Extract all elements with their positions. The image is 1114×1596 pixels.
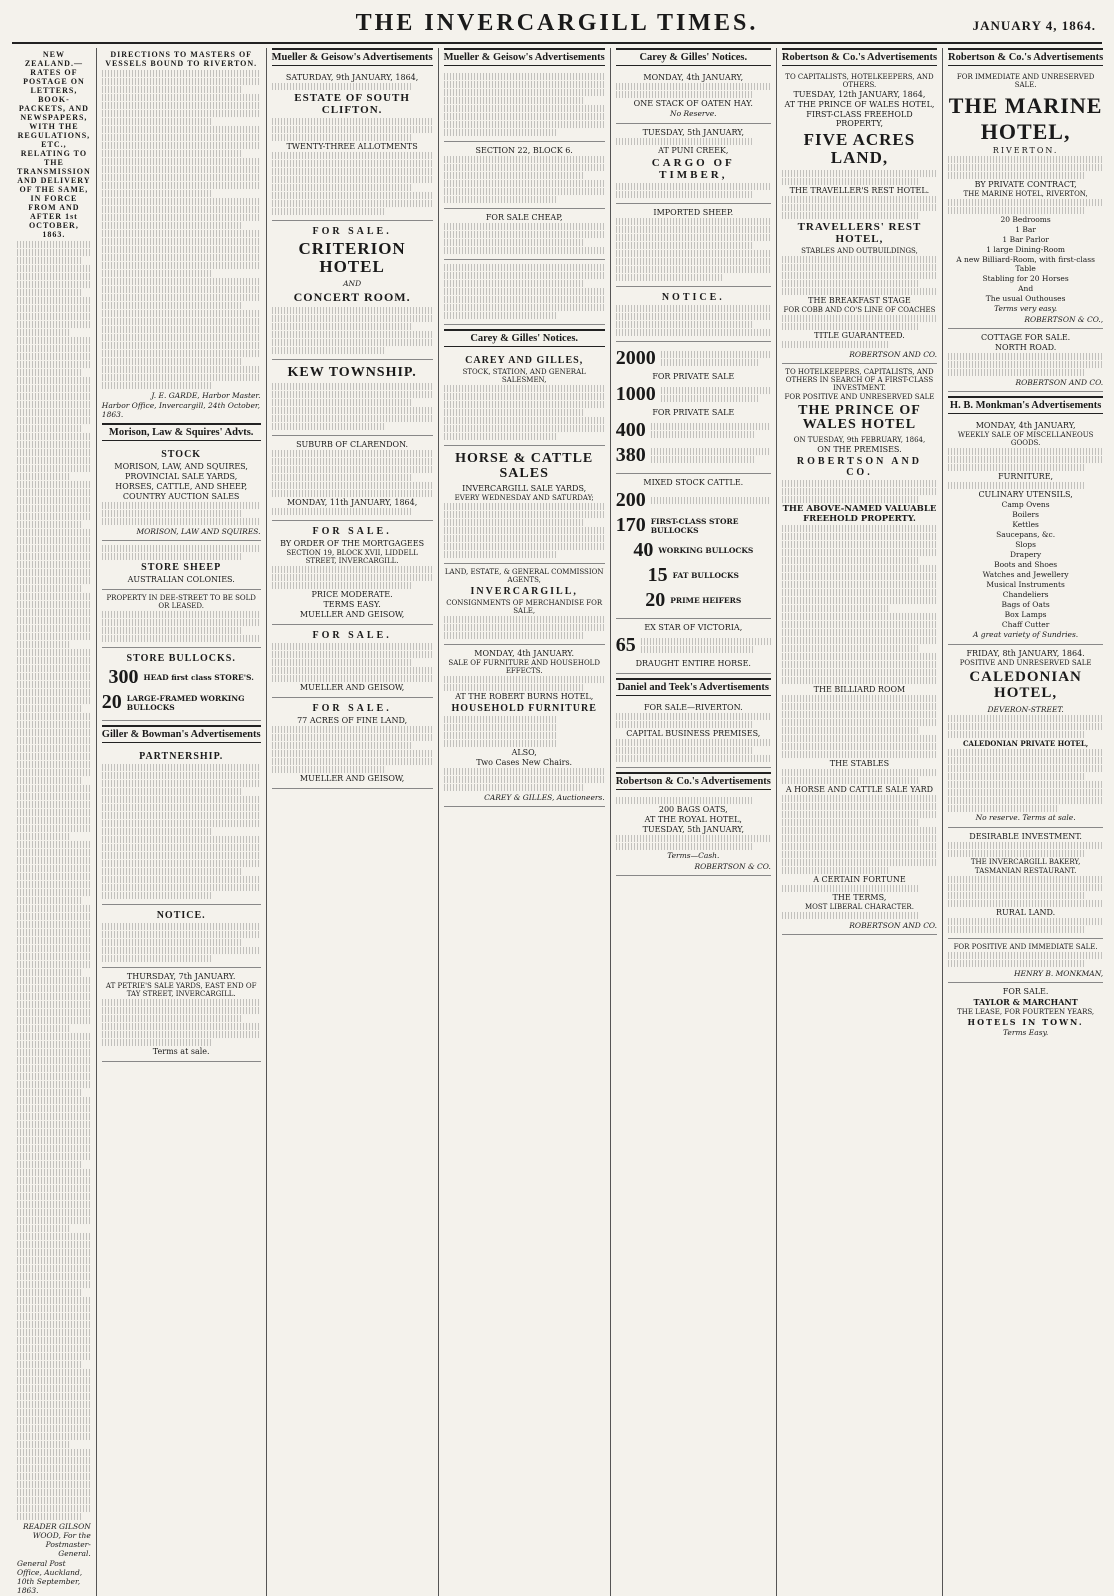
cg-stock-ad (444, 350, 605, 446)
goods-item: Chaff Cutter (1001, 620, 1050, 629)
furniture-date: MONDAY, 4th JANUARY. (474, 649, 575, 659)
positive-immediate: FOR POSITIVE AND IMMEDIATE SALE. (953, 942, 1098, 951)
marine-item: A new Billiard-Room, with first-class Table (956, 255, 1095, 273)
australian-colonies: AUSTRALIAN COLONIES. (127, 575, 235, 584)
cg-signature-4: CAREY & GILLES, Auctioneers. (484, 793, 605, 803)
robert-burns: AT THE ROBERT BURNS HOTEL, (455, 692, 594, 702)
star-victoria: EX STAR OF VICTORIA, (644, 623, 743, 632)
section-robertson-1: Robertson & Co.'s Advertisements (616, 772, 771, 790)
msl-name: MORISON, LAW, AND SQUIRES, (114, 462, 248, 471)
acres-ad (272, 698, 433, 789)
bakery: THE INVERCARGILL BAKERY, (970, 857, 1081, 866)
clarendon-date: MONDAY, 11th JANUARY, 1864, (286, 498, 418, 508)
travellers-rest-hotel: THE TRAVELLER'S REST HOTEL. (789, 185, 930, 195)
freehold-property: THE ABOVE-NAMED VALUABLE FREEHOLD PROPERTY. (782, 504, 937, 525)
bullocks-20-text: LARGE-FRAMED WORKING BULLOCKS (126, 693, 245, 712)
marine-hotel-title: THE MARINE HOTEL, (948, 93, 1103, 144)
new-chairs: Two Cases New Chairs. (476, 758, 573, 768)
criterion-forsale: FOR SALE. (312, 226, 392, 237)
stables-2: THE STABLES (829, 759, 890, 769)
allotments: TWENTY-THREE ALLOTMENTS (286, 142, 418, 151)
terms-easy: TERMS EASY. (323, 600, 381, 610)
num-400: 400 (615, 419, 646, 441)
the-terms: THE TERMS, (832, 893, 887, 903)
price-moderate: PRICE MODERATE. (311, 590, 393, 600)
marine-item: 1 large Dining-Room (986, 245, 1066, 254)
goods-item: Boots and Shoes (994, 560, 1058, 569)
riverton-word: RIVERTON. (992, 146, 1059, 155)
goods-item: Box Lamps (1004, 610, 1047, 619)
c4-cheap-title: FOR SALE CHEAP, (485, 213, 563, 222)
positive-unreserved: FOR POSITIVE AND UNRESERVED SALE (784, 392, 935, 401)
oaten-stack: ONE STACK OF OATEN HAY. (633, 99, 753, 108)
num-2000: 2000 (615, 347, 656, 369)
weekly-sale: WEEKLY SALE OF MISCELLANEOUS GOODS. (957, 431, 1094, 447)
bags-oats: 200 BAGS OATS, (658, 805, 728, 814)
marine-item: 1 Bar Parlor (1002, 235, 1049, 244)
private-sale-2: FOR PRIVATE SALE (652, 408, 735, 417)
goods-item: Chandeliers (1002, 590, 1049, 599)
stables-outbuildings: STABLES AND OUTBUILDINGS, (801, 246, 918, 255)
thursday-date: THURSDAY, 7th JANUARY. (126, 972, 236, 981)
puni-creek: AT PUNI CREEK, (658, 146, 729, 155)
forsale-4: FOR SALE. (312, 703, 392, 715)
goods-item: Bags of Oats (1001, 600, 1050, 609)
marine-item: Stabling for 20 Horses (982, 274, 1069, 283)
royal-hotel: AT THE ROYAL HOTEL, (644, 815, 742, 824)
cg-name: CAREY AND GILLES, (465, 355, 584, 366)
stock-ad (102, 444, 261, 541)
timber-date: TUESDAY, 5th JANUARY, (642, 128, 745, 137)
also: ALSO, (511, 748, 537, 758)
robertson-sign-6b: ROBERTSON AND CO. (849, 921, 938, 931)
clifton-title: ESTATE OF SOUTH CLIFTON. (294, 92, 410, 116)
hotelkeepers: TO HOTELKEEPERS, CAPITALISTS, AND OTHERS IN SEARCH OF A FIRST-CLASS INVESTMENT. (785, 367, 934, 392)
north-road: NORTH ROAD. (994, 343, 1057, 352)
pow-ad (782, 364, 937, 935)
harbor-date: Harbor Office, Invercargill, 24th October, 1863. (101, 401, 261, 419)
horse-cattle-ad (444, 446, 605, 564)
saturday-date: SATURDAY, 9th JANUARY, 1864, (285, 73, 419, 82)
num-20: 20 (645, 589, 666, 611)
section-carey-gilles-1: Carey & Gilles' Notices. (444, 329, 605, 347)
num-170: 170 (615, 514, 646, 536)
goods-item: Camp Ovens (1001, 500, 1050, 509)
marine-hotel-ad (948, 69, 1103, 329)
marine-item: 1 Bar (1015, 225, 1036, 234)
mixed-stock: MIXED STOCK CATTLE. (643, 478, 744, 487)
country-auction: COUNTRY AUCTION SALES (122, 492, 240, 501)
harbor-master-signature: J. E. GARDE, Harbor Master. (151, 391, 261, 400)
weekly-sale-ad (948, 417, 1103, 645)
newspaper-title: THE INVERCARGILL TIMES. (355, 10, 759, 36)
business-premises: CAPITAL BUSINESS PREMISES, (626, 729, 761, 738)
clarendon-title: SUBURB OF CLARENDON. (296, 440, 409, 450)
section-19: SECTION 19, BLOCK XVII, LIDDELL STREET, INVERCARGILL. (286, 549, 418, 566)
num-1000: 1000 (615, 383, 656, 405)
land-estate: LAND, ESTATE, & GENERAL COMMISSION AGENTS, (444, 568, 604, 585)
column-7 (943, 48, 1108, 1596)
notice-title: NOTICE. (156, 910, 206, 921)
section-carey-gilles-2: Carey & Gilles' Notices. (616, 48, 771, 66)
robertson-sign-6a: ROBERTSON AND CO. (849, 349, 938, 359)
title-guaranteed: TITLE GUARANTEED. (814, 330, 905, 340)
forsale-3: FOR SALE. (312, 630, 392, 642)
first-class-freehold: FIRST-CLASS FREEHOLD PROPERTY, (806, 110, 913, 128)
marine-hotel-2: THE MARINE HOTEL, RIVERTON, (963, 190, 1088, 198)
five-acres-ad (782, 69, 937, 364)
mortgagees-ad (272, 521, 433, 625)
invercargill-word: INVERCARGILL, (470, 586, 578, 598)
property-title: PROPERTY IN DEE-STREET TO BE SOLD OR LEASED. (106, 594, 256, 610)
c4-section22 (444, 142, 605, 209)
imported-sheep: IMPORTED SHEEP. (653, 208, 734, 217)
clarendon-ad (272, 436, 433, 521)
directions-text (102, 70, 261, 389)
goods-item: Kettles (1012, 520, 1039, 529)
section-giller-bowman: Giller & Bowman's Advertisements (102, 725, 261, 743)
cg-stock-salesmen: STOCK, STATION, AND GENERAL SALESMEN, (462, 368, 586, 384)
marine-item: 20 Bedrooms (1000, 215, 1051, 224)
horse-cattle-sales: HORSE & CATTLE SALES (455, 451, 594, 481)
most-liberal: MOST LIBERAL CHARACTER. (804, 903, 914, 912)
mg-name-1: MUELLER AND GEISOW, (299, 610, 405, 620)
column-3 (267, 48, 439, 1596)
imported-sheep-ad (616, 204, 771, 287)
inv-sale-yards: INVERCARGILL SALE YARDS, (462, 484, 587, 494)
goods-item: Drapery (1010, 550, 1042, 559)
c4-tolet (444, 260, 605, 325)
stock-title: STOCK (161, 449, 202, 460)
oaten-no-reserve: No Reserve. (670, 109, 717, 118)
weekly-date: MONDAY, 4th JANUARY, (975, 421, 1076, 430)
postage-signature: READER GILSON WOOD, For the Postmaster-General. (22, 1522, 91, 1558)
caledonian-private: CALEDONIAN PRIVATE HOTEL, (962, 738, 1089, 748)
store-bullocks-ad (102, 648, 261, 721)
column-5 (611, 48, 777, 1596)
oats-ad (616, 793, 771, 876)
billiard-room: THE BILLIARD ROOM (813, 685, 906, 695)
num-200: 200 (615, 489, 646, 511)
thursday-ad (102, 968, 261, 1062)
column-4 (439, 48, 611, 1596)
caledonian-noreserve: No reserve. Terms at sale. (975, 812, 1076, 822)
c4-forsale-1 (444, 69, 605, 142)
lease-fourteen: THE LEASE, FOR FOURTEEN YEARS, (957, 1007, 1095, 1016)
goods-item: Slops (1015, 540, 1036, 549)
notice-ad (102, 905, 261, 968)
num-380: 380 (615, 444, 646, 466)
marine-terms: Terms very easy. (994, 304, 1058, 313)
mg-name-3: MUELLER AND GEISOW, (299, 774, 405, 784)
breakfast-stage: THE BREAKFAST STAGE (808, 295, 911, 305)
goods-item: Saucepans, &c. (996, 530, 1056, 539)
oats-date: TUESDAY, 5th JANUARY, (642, 825, 745, 834)
thursday-terms: Terms at sale. (152, 1047, 210, 1056)
sale-yard: A HORSE AND CATTLE SALE YARD (785, 785, 934, 795)
stock-numbers-ad (616, 342, 771, 474)
criterion-hotel: CRITERION HOTEL (298, 239, 406, 276)
february-date: ON TUESDAY, 9th FEBRUARY, 1864, (793, 436, 926, 445)
store-sheep-ad (102, 541, 261, 590)
victoria-ad (616, 619, 771, 674)
taylor-marchant: TAYLOR & MARCHANT (973, 996, 1078, 1007)
bullocks-300-text: HEAD first class STORE'S. (143, 673, 254, 682)
kew-township: KEW TOWNSHIP. (287, 364, 417, 380)
caledonian-positive: POSITIVE AND UNRESERVED SALE (959, 659, 1092, 667)
section-robertson-3: Robertson & Co.'s Advertisements (948, 48, 1103, 66)
robertson-sign-5: ROBERTSON & CO. (694, 862, 771, 871)
kew-ad (272, 360, 433, 437)
column-2 (97, 48, 267, 1596)
private-contract: BY PRIVATE CONTRACT, (974, 180, 1077, 189)
column-1 (12, 48, 97, 1596)
acres-77: 77 ACRES OF FINE LAND, (297, 716, 408, 726)
oaten-ad (616, 69, 771, 124)
household-furniture: HOUSEHOLD FURNITURE (451, 703, 597, 715)
section-morison-law-squires: Morison, Law & Squires' Advts. (102, 423, 261, 441)
fat-bullocks: FAT BULLOCKS (672, 571, 739, 580)
mg-name-2: MUELLER AND GEISOW, (299, 683, 405, 693)
property-ad (102, 590, 261, 648)
consignments: CONSIGNMENTS OF MERCHANDISE FOR SALE, (446, 599, 603, 616)
mortgagees-order: BY ORDER OF THE MORTGAGEES (280, 539, 425, 549)
first-class-bullocks: FIRST-CLASS STORE BULLOCKS (650, 516, 739, 535)
forsale-7: FOR SALE. (1002, 986, 1049, 996)
section-robertson-2: Robertson & Co.'s Advertisements (782, 48, 937, 66)
bakery-ad (948, 828, 1103, 939)
petrie-yards: AT PETRIE'S SALE YARDS, EAST END OF TAY STREET, INVERCARGILL. (105, 982, 257, 998)
cobb-coaches: FOR COBB AND CO'S LINE OF COACHES (783, 305, 936, 314)
immediate-sale: FOR IMMEDIATE AND UNRESERVED SALE. (956, 73, 1095, 89)
horses-cattle-sheep: HORSES, CATTLE, AND SHEEP, (115, 482, 248, 491)
draught-horse: DRAUGHT ENTIRE HORSE. (635, 659, 751, 668)
riverton-ad (616, 699, 771, 768)
msl-signature: MORISON, LAW AND SQUIRES. (136, 527, 261, 536)
caledonian-date: FRIDAY, 8th JANUARY, 1864. (966, 649, 1085, 658)
criterion-and: AND (343, 278, 362, 288)
issue-date: JANUARY 4, 1864. (972, 18, 1096, 33)
on-premises: ON THE PREMISES. (817, 445, 902, 455)
hotels-town: HOTELS IN TOWN. (967, 1016, 1084, 1027)
partnership-ad (102, 746, 261, 905)
prime-heifers: PRIME HEIFERS (670, 596, 742, 605)
private-sale-1: FOR PRIVATE SALE (652, 372, 735, 381)
furniture-title: SALE OF FURNITURE AND HOUSEHOLD EFFECTS. (448, 659, 600, 676)
oaten-date: MONDAY, 4th JANUARY, (643, 73, 744, 82)
immediate-ad (948, 939, 1103, 983)
forsale-riverton: FOR SALE—RIVERTON. (643, 703, 743, 712)
five-acres-land: FIVE ACRES LAND, (803, 130, 916, 167)
cottage-forsale: COTTAGE FOR SALE. (980, 333, 1071, 342)
bullocks-20: 20 (101, 691, 122, 713)
store-bullocks-title: STORE BULLOCKS. (126, 653, 236, 664)
section-monkman: H. B. Monkman's Advertisements (948, 396, 1103, 414)
prince-wales-hotel: AT THE PRINCE OF WALES HOTEL, (784, 100, 935, 109)
saturday-ad (272, 69, 433, 221)
section-mueller-geisow-2: Mueller & Geisow's Advertisements (444, 48, 605, 66)
caledonian-ad (948, 645, 1103, 828)
masthead (12, 10, 1102, 44)
caledonian-street: DEVERON-STREET. (987, 704, 1064, 714)
mortgagees-forsale: FOR SALE. (312, 526, 392, 538)
c5-notice: NOTICE. (661, 292, 725, 303)
postage-heading: NEW ZEALAND.—RATES OF POSTAGE ON LETTERS, BOOK-PACKETS, AND NEWSPAPERS, WITH THE REGULATIONS, ETC., RELATING TO THE TRANSMISSION AND DELIVERY OF THE SAME, IN FORCE FROM AND AFTER 1st OCTOBER, 1863. (17, 50, 91, 239)
desirable: DESIRABLE INVESTMENT. (969, 831, 1082, 841)
monkman-sign: HENRY B. MONKMAN, (1014, 968, 1104, 978)
mixed-stock-ad (616, 474, 771, 619)
bullocks-300: 300 (108, 666, 139, 688)
furniture-word: FURNITURE, (998, 472, 1054, 481)
provincial-yards: PROVINCIAL SALE YARDS, (125, 472, 238, 481)
lease-ad (948, 983, 1103, 1042)
c5-notice-ad (616, 287, 771, 342)
working-bullocks: WORKING BULLOCKS (658, 546, 754, 555)
c4-section22-title: SECTION 22, BLOCK 6. (475, 146, 573, 155)
criterion-ad (272, 221, 433, 360)
capitalists: TO CAPITALISTS, HOTELKEEPERS, AND OTHERS. (785, 73, 934, 89)
rural-land: RURAL LAND. (996, 907, 1056, 917)
timber-ad (616, 124, 771, 204)
marine-item: The usual Outhouses (985, 294, 1066, 303)
concert-room: CONCERT ROOM. (293, 289, 411, 304)
num-15: 15 (647, 564, 668, 586)
every-wed-sat: EVERY WEDNESDAY AND SATURDAY; (454, 494, 594, 503)
c4-cheap (444, 209, 605, 260)
columns (12, 48, 1104, 1595)
tasmanian: TASMANIAN RESTAURANT. (974, 866, 1077, 875)
partnership-title: PARTNERSHIP. (139, 751, 224, 762)
land-agents-ad (444, 564, 605, 645)
directions-heading: DIRECTIONS TO MASTERS OF VESSELS BOUND TO RIVERTON. (105, 50, 258, 68)
prince-of-wales: THE PRINCE OF WALES HOTEL (798, 402, 921, 433)
robertson-big: ROBERTSON AND CO. (796, 456, 922, 479)
robertson-sign-7a: ROBERTSON & CO., (1024, 315, 1104, 324)
robertson-sign-7b: ROBERTSON AND CO. (1015, 378, 1104, 387)
five-acres-date: TUESDAY, 12th JANUARY, 1864, (793, 90, 926, 99)
goods-item: Watches and Jewellery (982, 570, 1069, 579)
section-daniel-teek: Daniel and Teek's Advertisements (616, 678, 771, 696)
travellers-rest: TRAVELLERS' REST HOTEL, (797, 220, 922, 245)
cargo-timber: CARGO OF TIMBER, (651, 157, 735, 181)
num-65: 65 (615, 634, 636, 656)
section-mueller-geisow-1: Mueller & Geisow's Advertisements (272, 48, 433, 66)
sundries: A great variety of Sundries. (973, 630, 1079, 639)
culinary: CULINARY UTENSILS, (978, 490, 1073, 499)
caledonian-hotel: CALEDONIAN HOTEL, (969, 669, 1082, 701)
store-sheep-title: STORE SHEEP (141, 562, 222, 573)
goods-item: Boilers (1012, 510, 1039, 519)
forsale-ad-3 (272, 625, 433, 698)
postage-text (17, 241, 91, 1520)
furniture-ad (444, 645, 605, 807)
num-40: 40 (633, 539, 654, 561)
oats-terms: Terms—Cash. (667, 851, 720, 860)
column-6 (777, 48, 943, 1596)
terms-easy-7: Terms Easy. (1003, 1027, 1049, 1037)
goods-item: Musical Instruments (986, 580, 1065, 589)
cottage-ad (948, 329, 1103, 392)
postage-footer: General Post Office, Auckland, 10th September, 1863. (17, 1559, 83, 1595)
certain-fortune: A CERTAIN FORTUNE (813, 875, 906, 885)
marine-item: And (1018, 284, 1034, 293)
